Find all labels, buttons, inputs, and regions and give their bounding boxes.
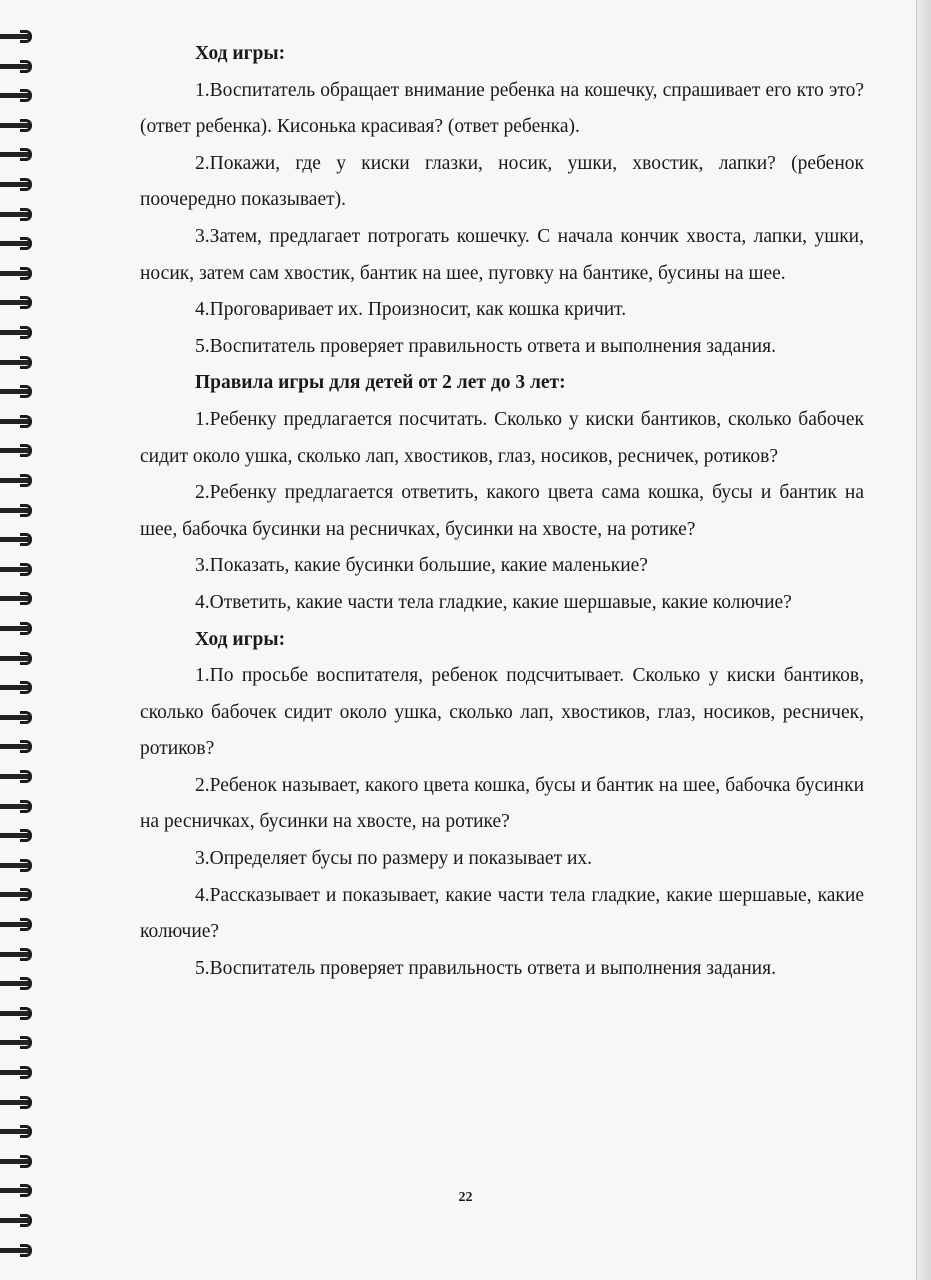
- binding-ring: [0, 119, 38, 132]
- binding-ring: [0, 711, 38, 724]
- binding-ring: [0, 30, 38, 43]
- binding-ring: [0, 1007, 38, 1020]
- binding-ring: [0, 592, 38, 605]
- binding-ring: [0, 977, 38, 990]
- binding-ring: [0, 208, 38, 221]
- paragraph: 2.Покажи, где у киски глазки, носик, ушки, хвостик, лапки? (ребенок поочередно показывает).: [140, 152, 864, 211]
- binding-ring: [0, 533, 38, 546]
- binding-ring: [0, 800, 38, 813]
- binding-ring: [0, 296, 38, 309]
- page-edge: [916, 0, 931, 1280]
- binding-ring: [0, 1155, 38, 1168]
- binding-ring: [0, 1096, 38, 1109]
- binding-ring: [0, 356, 38, 369]
- binding-ring: [0, 89, 38, 102]
- binding-ring: [0, 385, 38, 398]
- binding-ring: [0, 267, 38, 280]
- binding-ring: [0, 415, 38, 428]
- paragraph: 2.Ребенок называет, какого цвета кошка, бусы и бантик на шее, бабочка бусинки на ресничках, бусинки на хвосте, на ротике?: [140, 774, 864, 833]
- binding-ring: [0, 1214, 38, 1227]
- paragraph: 3.Определяет бусы по размеру и показывает их.: [195, 848, 593, 870]
- binding-ring: [0, 504, 38, 517]
- paragraph: 5.Воспитатель проверяет правильность ответа и выполнения задания.: [195, 335, 776, 357]
- binding-ring: [0, 326, 38, 339]
- spiral-binding: [0, 0, 44, 1280]
- paragraph: 3.Показать, какие бусинки большие, какие маленькие?: [195, 555, 648, 577]
- binding-ring: [0, 563, 38, 576]
- binding-ring: [0, 859, 38, 872]
- binding-ring: [0, 1125, 38, 1138]
- document-body: [140, 36, 864, 987]
- paragraph: 1.Ребенку предлагается посчитать. Сколько у киски бантиков, сколько бабочек сидит около ушка, сколько лап, хвостиков, глаз, носиков, ресничек, ротиков?: [140, 408, 864, 467]
- paragraph: 1.По просьбе воспитателя, ребенок подсчитывает. Сколько у киски бантиков, сколько бабочек сидит около ушка, сколько лап, хвостиков, глаз, носиков, ресничек, ротиков?: [140, 665, 864, 760]
- binding-ring: [0, 829, 38, 842]
- binding-ring: [0, 237, 38, 250]
- paragraph: 4.Проговаривает их. Произносит, как кошка кричит.: [195, 299, 627, 321]
- binding-ring: [0, 888, 38, 901]
- binding-ring: [0, 474, 38, 487]
- binding-ring: [0, 178, 38, 191]
- binding-ring: [0, 444, 38, 457]
- binding-ring: [0, 681, 38, 694]
- page-number: 22: [458, 1190, 473, 1205]
- heading-game-procedure: Ход игры:: [195, 43, 286, 64]
- binding-ring: [0, 1036, 38, 1049]
- paragraph: 5.Воспитатель проверяет правильность ответа и выполнения задания.: [195, 957, 776, 979]
- paragraph: 3.Затем, предлагает потрогать кошечку. С начала кончик хвоста, лапки, ушки, носик, затем сам хвостик, бантик на шее, пуговку на бантике, бусины на шее.: [140, 225, 864, 284]
- binding-ring: [0, 60, 38, 73]
- heading-game-rules: Правила игры для детей от 2 лет до 3 лет:: [195, 372, 566, 394]
- paragraph: 2.Ребенку предлагается ответить, какого цвета сама кошка, бусы и бантик на шее, бабочка бусинки на ресничках, бусинки на хвосте, на ротике?: [140, 482, 864, 540]
- paragraph: 4.Ответить, какие части тела гладкие, какие шершавые, какие колючие?: [195, 591, 792, 613]
- binding-ring: [0, 770, 38, 783]
- heading-game-procedure: Ход игры:: [195, 628, 286, 650]
- binding-ring: [0, 652, 38, 665]
- binding-ring: [0, 148, 38, 161]
- binding-ring: [0, 948, 38, 961]
- binding-ring: [0, 740, 38, 753]
- paragraph: 1.Воспитатель обращает внимание ребенка на кошечку, спрашивает его кто это? (ответ ребенка). Кисонька красивая? (ответ ребенка).: [140, 79, 864, 138]
- binding-ring: [0, 622, 38, 635]
- binding-ring: [0, 918, 38, 931]
- paragraph: 4.Рассказывает и показывает, какие части тела гладкие, какие шершавые, какие колючие?: [140, 884, 864, 943]
- binding-ring: [0, 1066, 38, 1079]
- binding-ring: [0, 1244, 38, 1257]
